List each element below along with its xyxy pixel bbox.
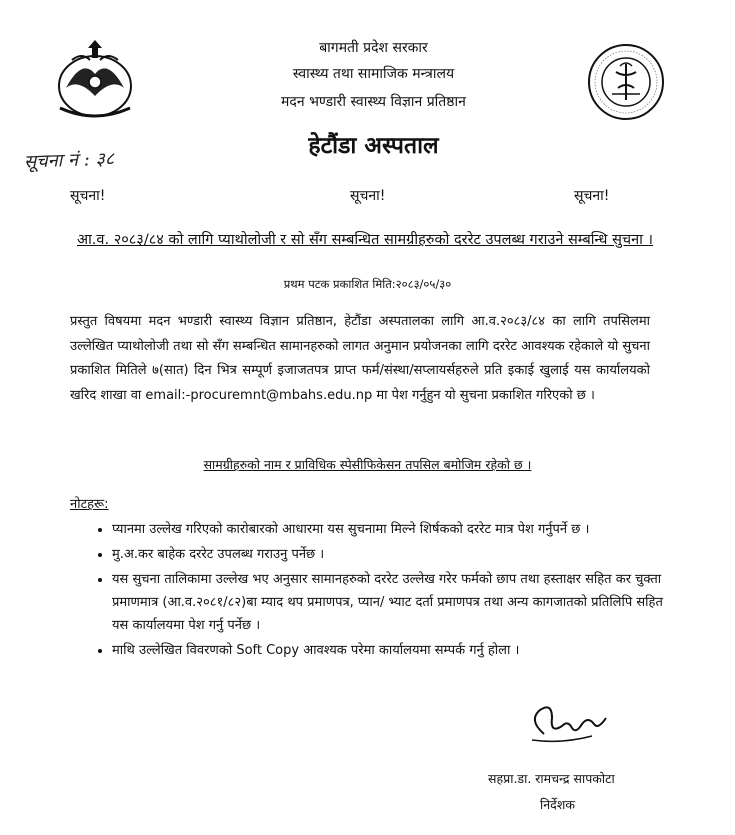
note-item: • मु.अ.कर बाहेक दररेट उपलब्ध गराउनु पर्नेछ । (112, 543, 682, 566)
notes-heading: नोटहरू: (70, 497, 109, 512)
note-item: • यस सुचना तालिकामा उल्लेख भए अनुसार सामानहरुको दररेट उल्लेख गरेर फर्मको छाप तथा हस्ताक्षर सहित कर चुक्ता प्रमाणमात्र (आ.व.२०८१/८२)बा म्याद थप प्रमाणपत्र, प्यान/ भ्याट दर्ता प्रमाणपत्र तथा अन्य कागजातको प्रतिलिपि सहित यस कार्यालयमा पेश गर्नु पर्नेछ । (112, 568, 682, 637)
notice-label-right: सूचना! (574, 188, 610, 204)
note-item: • प्यानमा उल्लेख गरिएको कारोबारको आधारमा यस सुचनामा मिल्ने शिर्षकको दररेट मात्र पेश गर्नुपर्ने छ । (112, 518, 682, 541)
publish-date: प्रथम पटक प्रकाशित मिति:२०८३/०५/३० (283, 277, 452, 291)
hospital-title: हेटौंडा अस्पताल (308, 133, 439, 159)
note-item: • माथि उल्लेखित विवरणको Soft Copy आवश्यक परेमा कार्यालयमा सम्पर्क गर्नु होला । (112, 639, 682, 662)
notice-label-center: सूचना! (350, 188, 386, 204)
notice-subject: आ.व. २०८३/८४ को लागि प्याथोलोजी र सो सँग सम्बन्धित सामग्रीहरुको दररेट उपलब्ध गराउने सम्बन्धि सुचना । (76, 232, 654, 248)
signature-icon (522, 700, 612, 746)
notice-body: प्रस्तुत विषयमा मदन भण्डारी स्वास्थ्य विज्ञान प्रतिष्ठान, हेटौंडा अस्पतालका लागि आ.व.२०८३/८४ का लागि तपसिलमा उल्लेखित प्याथोलोजी तथा सो सँग सम्बन्धित सामानहरुको लागत अनुमान प्रयोजनका लागि दररेट आवश्यक रहेकाले यो सुचना प्रकाशित मितिले ७(सात) दिन भित्र सम्पूर्ण इजाजतपत्र प्राप्त फर्म/संस्था/सप्लायर्सहरुले प्रति इकाई खुलाई यस कार्यालयको खरिद शाखा वा email:-procuremnt@mbahs.edu.np मा पेश गर्नुहुन यो सुचना प्रकाशित गरिएको छ । (70, 314, 650, 403)
specification-line: सामग्रीहरुको नाम र प्राविधिक स्पेसीफिकेसन तपसिल बमोजिम रहेको छ । (203, 457, 532, 472)
signatory-title: निर्देशक (540, 797, 575, 812)
notes-list (90, 518, 682, 664)
handwritten-notice-number: सूचना नं : ३८ (23, 148, 115, 173)
header-ministry: स्वास्थ्य तथा सामाजिक मन्त्रालय (292, 66, 455, 82)
header-government: बागमती प्रदेश सरकार (319, 40, 428, 56)
signatory-name: सहप्रा.डा. रामचन्द्र सापकोटा (488, 771, 615, 786)
header-institute: मदन भण्डारी स्वास्थ्य विज्ञान प्रतिष्ठान (281, 94, 466, 110)
notice-label-left: सूचना! (70, 188, 106, 204)
